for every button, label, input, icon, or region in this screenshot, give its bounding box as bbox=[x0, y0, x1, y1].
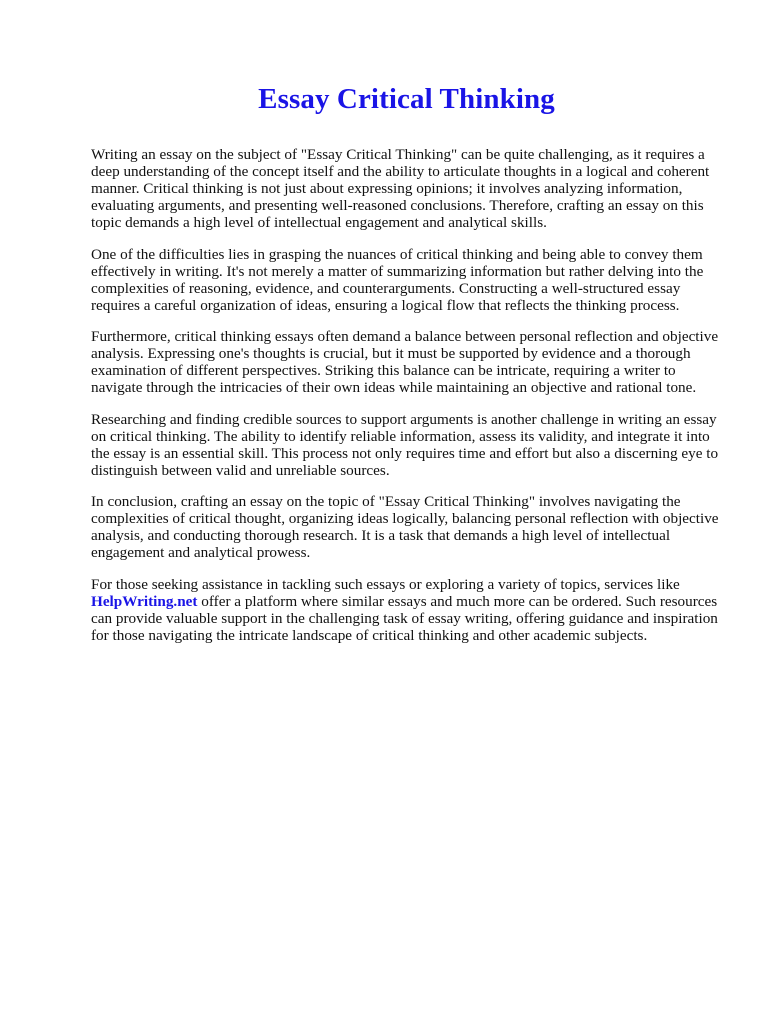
page-title: Essay Critical Thinking bbox=[258, 83, 555, 115]
paragraph-difficulties: One of the difficulties lies in grasping the nuances of critical thinking and being able to convey them effectively in writing. It's not merely a matter of summarizing information but rather delving into the complexities of reasoning, evidence, and counterarguments. Constructing a well-structured essay requires a careful organization of ideas, ensuring a logical flow that reflects the thinking process. bbox=[91, 245, 704, 314]
closing-text-after-link: offer a platform where similar essays and much more can be ordered. Such resources can provide valuable support in the challenging task of essay writing, offering guidance and inspiration for those navigating the intricate landscape of critical thinking and other academic subjects. bbox=[91, 592, 718, 644]
paragraph-conclusion: In conclusion, crafting an essay on the topic of "Essay Critical Thinking" involves navigating the complexities of critical thought, organizing ideas logically, balancing personal reflection with objective analysis, and conducting thorough research. It is a task that demands a high level of intellectual engagement and analytical prowess. bbox=[91, 493, 719, 561]
helpwriting-link[interactable]: HelpWriting.net bbox=[91, 592, 198, 610]
paragraph-balance: Furthermore, critical thinking essays often demand a balance between personal reflection and objective analysis. Expressing one's thoughts is crucial, but it must be supported by evidence and a thorough examination of different perspectives. Striking this balance can be intricate, requiring a writer to navigate through the intricacies of their own ideas while maintaining an objective and rational tone. bbox=[91, 328, 719, 396]
closing-text-before-link: For those seeking assistance in tackling such essays or exploring a variety of topics, services like bbox=[91, 575, 680, 593]
paragraph-intro: Writing an essay on the subject of "Essay Critical Thinking" can be quite challenging, as it requires a deep understanding of the concept itself and the ability to articulate thoughts in a logical and coherent manner. Critical thinking is not just about expressing opinions; it involves analyzing information, evaluating arguments, and presenting well-reasoned conclusions. Therefore, crafting an essay on this topic demands a high level of intellectual engagement and analytical skills. bbox=[91, 146, 710, 231]
paragraph-research: Researching and finding credible sources to support arguments is another challenge in writing an essay on critical thinking. The ability to identify reliable information, assess its validity, and integrate it into the essay is an essential skill. This process not only requires time and effort but also a discerning eye to distinguish between valid and unreliable sources. bbox=[91, 410, 719, 479]
paragraph-closing bbox=[91, 576, 722, 644]
